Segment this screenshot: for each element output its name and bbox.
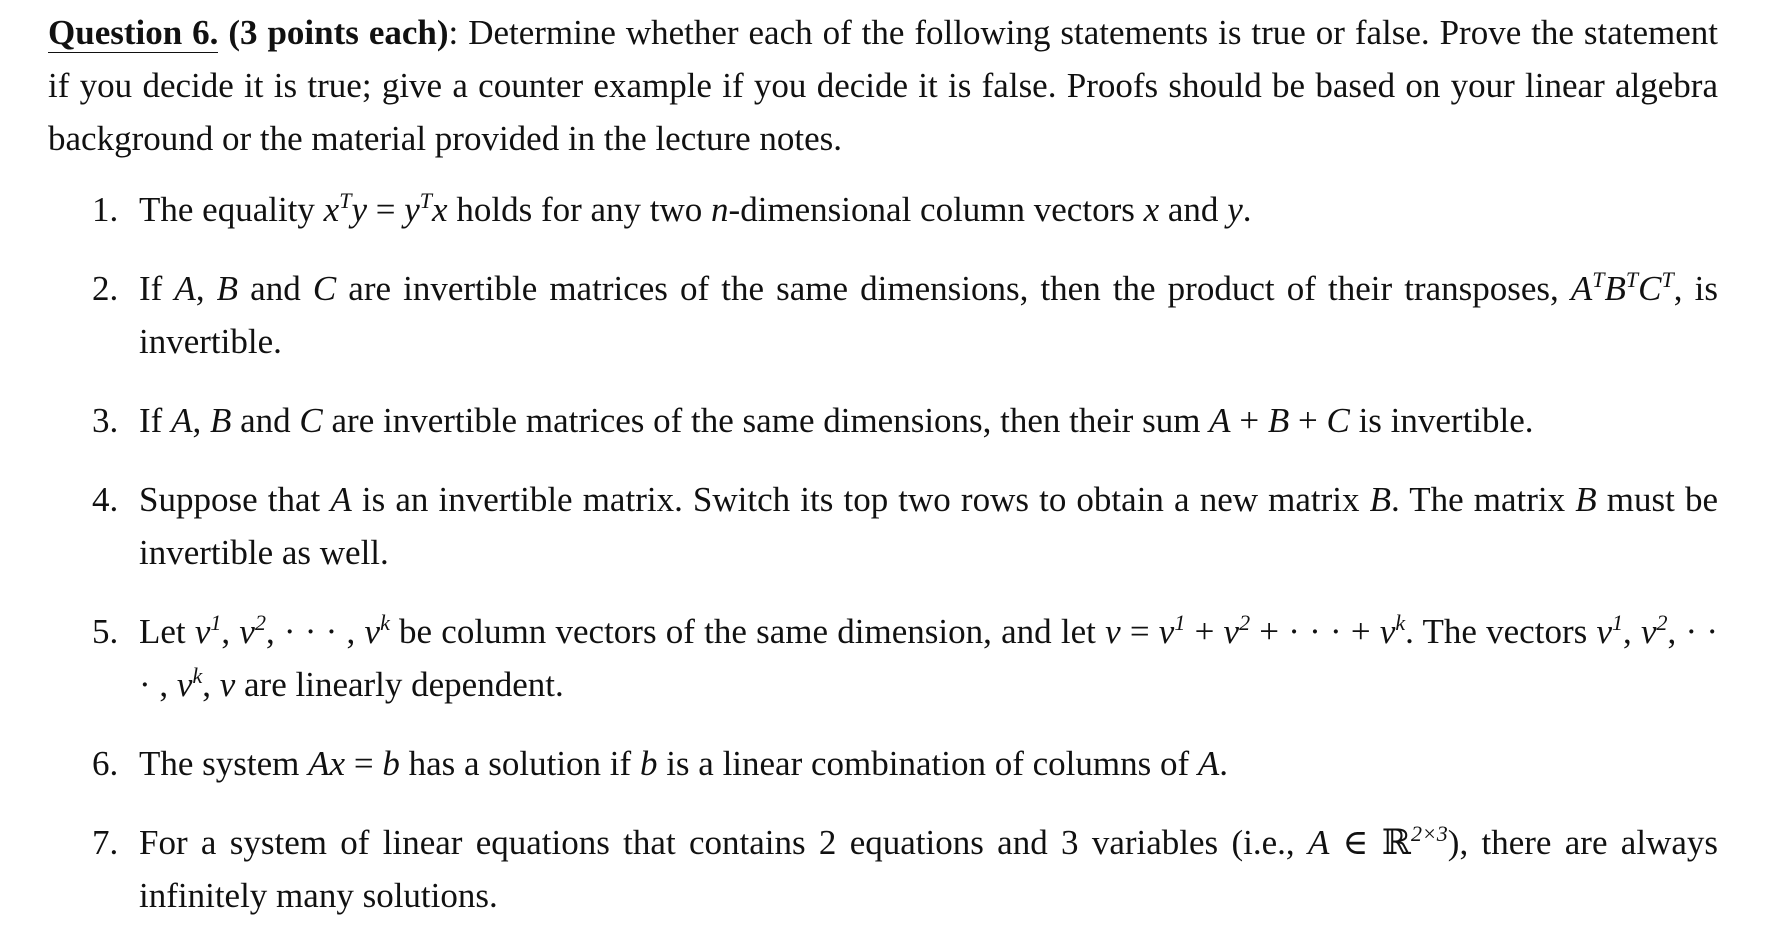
math-symbol: A <box>1197 744 1220 783</box>
statement-number: 7. <box>92 823 119 862</box>
statement-text-run: , <box>202 665 220 704</box>
statement-text-run: , · · · , <box>139 612 1719 704</box>
statement-number: 5. <box>92 612 119 651</box>
statement-item <box>48 394 1718 447</box>
math-symbol: v <box>1640 612 1657 651</box>
statement-item <box>48 605 1718 711</box>
statement-number: 2. <box>92 269 119 308</box>
statement-text-run: , <box>195 269 217 308</box>
math-symbol: v <box>1105 612 1121 651</box>
statement-number: 3. <box>92 401 119 440</box>
statement-text-run: is a linear combination of columns of <box>657 744 1198 783</box>
math-superscript: k <box>1395 609 1406 635</box>
math-superscript: T <box>1592 266 1605 292</box>
math-symbol: v <box>219 665 236 704</box>
math-symbol: v <box>364 612 381 651</box>
statement-text-run: and <box>238 269 313 308</box>
math-symbol: B <box>1369 480 1391 519</box>
question-intro <box>48 6 1718 165</box>
statement-text <box>139 187 1252 229</box>
math-superscript: 2 <box>1239 609 1251 635</box>
math-symbol: B <box>1604 269 1626 308</box>
statement-text-run: are linearly dependent. <box>235 665 564 704</box>
statement-text-run: must be invertible as well. <box>139 480 1718 572</box>
math-symbol: C <box>299 401 323 440</box>
math-symbol: b <box>382 744 400 783</box>
math-superscript: T <box>419 187 433 213</box>
statement-text-run: is an invertible matrix. Switch its top two rows to obtain a new matrix <box>351 480 1370 519</box>
statement-text-run: , <box>221 612 240 651</box>
statement-text <box>139 480 1718 572</box>
statement-text-run: The system <box>139 744 309 783</box>
question-instructions: Determine whether each of the following statements is true or false. Prove the statement if you decide it is true; give a counter example if you decide it is false. Proofs should be based on your linear algebra background or the material provided in the lecture notes. <box>48 13 1719 158</box>
statement-text-run: + <box>1185 612 1224 651</box>
statement-text <box>139 744 1228 783</box>
math-superscript: 2×3 <box>1410 820 1448 846</box>
math-symbol: A <box>174 269 196 308</box>
statement-text-run: = <box>1120 612 1159 651</box>
math-superscript: 2 <box>254 609 266 635</box>
statement-text-run: and <box>1159 190 1228 229</box>
statement-text-run: , · · · , <box>265 612 365 651</box>
math-symbol: b <box>639 744 658 783</box>
math-symbol: v <box>1379 612 1396 651</box>
math-symbol: Ax <box>308 744 346 783</box>
statement-text <box>139 820 1718 915</box>
statement-item <box>48 816 1718 922</box>
math-symbol: y <box>404 190 420 229</box>
statement-text <box>139 266 1718 361</box>
statement-text-run: , <box>192 401 210 440</box>
statement-text-run: is invertible. <box>1349 401 1534 440</box>
math-symbol: v <box>239 612 255 651</box>
math-symbol: C <box>312 269 337 308</box>
statement-text-run: + · · · + <box>1250 612 1380 651</box>
statement-list <box>48 183 1718 922</box>
math-superscript: T <box>1661 266 1674 292</box>
math-superscript: 1 <box>210 609 222 635</box>
statement-text-run: , <box>1622 612 1641 651</box>
math-symbol: C <box>1326 401 1350 440</box>
math-symbol: v <box>1158 612 1175 651</box>
math-symbol: A <box>171 401 193 440</box>
statement-text-run: + <box>1289 401 1327 440</box>
math-superscript: 1 <box>1174 609 1186 635</box>
statement-number: 4. <box>92 480 119 519</box>
statement-text-run: , is invertible. <box>139 269 1718 361</box>
statement-text-run: = <box>367 190 405 229</box>
statement-number: 6. <box>92 744 119 783</box>
statement-text-run: ), there are always infinitely many solutions. <box>139 823 1718 915</box>
math-superscript: k <box>192 662 203 688</box>
statement-number: 1. <box>92 190 119 229</box>
math-symbol: B <box>209 401 232 440</box>
statement-text-run: be column vectors of the same dimension, and let <box>389 612 1106 651</box>
statement-text-run: Let <box>139 612 195 651</box>
math-symbol: v <box>1596 612 1612 651</box>
statement-text-run: . The matrix <box>1391 480 1576 519</box>
statement-item <box>48 183 1718 236</box>
statement-text-run: The equality <box>139 190 324 229</box>
statement-text-run: -dimensional column vectors <box>728 190 1144 229</box>
math-symbol: x <box>1143 190 1160 229</box>
math-symbol: x <box>432 190 448 229</box>
math-symbol: C <box>1638 269 1662 308</box>
math-symbol: B <box>1575 480 1597 519</box>
statement-text-run: If <box>139 269 175 308</box>
statement-text-run: . <box>1242 190 1252 229</box>
math-superscript: 1 <box>1611 609 1623 635</box>
statement-text-run: Suppose that <box>139 480 331 519</box>
math-superscript: 2 <box>1656 609 1668 635</box>
math-superscript: T <box>1625 266 1639 292</box>
question-title: Question 6. <box>48 13 219 52</box>
question-heading <box>48 13 449 53</box>
statement-text-run: + <box>1230 401 1268 440</box>
statement-text-run: has a solution if <box>399 744 640 783</box>
math-symbol: v <box>194 612 211 651</box>
math-symbol: v <box>176 665 193 704</box>
math-symbol: B <box>1267 401 1290 440</box>
statement-item <box>48 473 1718 579</box>
math-symbol: A <box>330 480 352 519</box>
math-superscript: T <box>339 187 352 213</box>
statement-text-run: . The vectors <box>1405 612 1597 651</box>
math-symbol: A <box>1209 401 1231 440</box>
math-symbol: B <box>216 269 239 308</box>
statement-text <box>139 609 1719 704</box>
statement-text-run: For a system of linear equations that contains 2 equations and 3 variables (i.e., <box>139 823 1308 862</box>
statement-text-run: are invertible matrices of the same dimensions, then their sum <box>322 401 1210 440</box>
math-symbol: y <box>351 190 367 229</box>
math-symbol: n <box>711 190 729 229</box>
question-points: (3 points each) <box>228 13 449 52</box>
math-symbol: A <box>1307 823 1330 862</box>
statement-item <box>48 262 1718 368</box>
math-symbol: A <box>1570 269 1593 308</box>
math-symbol: x <box>323 190 340 229</box>
question-colon: : <box>448 13 459 52</box>
statement-text <box>139 401 1534 440</box>
statement-item <box>48 737 1718 790</box>
statement-text-run: If <box>139 401 172 440</box>
statement-text-run: = <box>345 744 383 783</box>
statement-text-run: holds for any two <box>447 190 712 229</box>
statement-text-run: . <box>1219 744 1229 783</box>
math-symbol: y <box>1227 190 1243 229</box>
statement-text-run: and <box>231 401 300 440</box>
statement-text-run: ∈ ℝ <box>1329 823 1411 862</box>
math-superscript: k <box>380 609 390 635</box>
math-symbol: v <box>1223 612 1240 651</box>
statement-text-run: are invertible matrices of the same dimensions, then the product of their transposes, <box>336 269 1571 308</box>
